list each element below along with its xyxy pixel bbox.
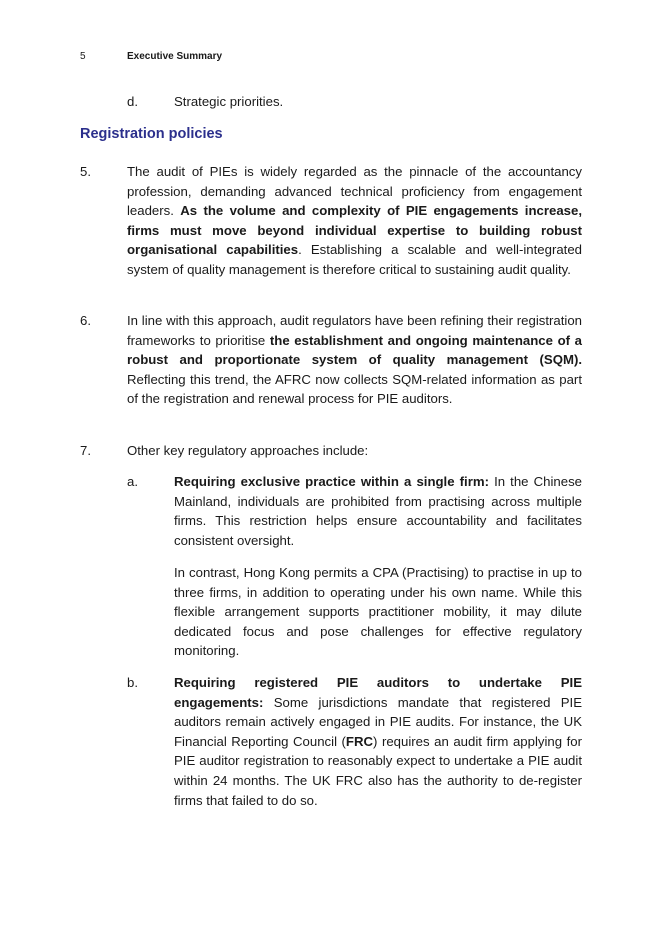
page-number: 5 <box>80 51 86 62</box>
item-marker: d. <box>127 94 138 109</box>
bold-run: the establishment and ongoing maintenance of a robust and proportionate system of quality management (SQM). <box>127 332 582 368</box>
paragraph-number: 7. <box>80 443 91 458</box>
paragraph-text <box>127 162 582 280</box>
sub-item-text <box>174 472 582 550</box>
text-run: ) requires an audit firm applying for PIE auditor registration to reasonably expect to undertake a PIE audit within 24 months. The UK FRC also has the authority to de-register firms that failed to do so. <box>174 733 582 808</box>
running-header: Executive Summary <box>127 51 223 62</box>
paragraph-text <box>127 311 582 409</box>
section-heading: Registration policies <box>80 126 223 142</box>
paragraph-text: Other key regulatory approaches include: <box>127 443 369 458</box>
bold-run: Requiring exclusive practice within a single firm: <box>174 474 489 489</box>
sub-item-marker: b. <box>127 675 138 690</box>
bold-run: FRC <box>345 733 374 749</box>
sub-item-marker: a. <box>127 474 138 489</box>
bold-run: Requiring registered PIE auditors to undertake PIE engagements: <box>174 675 582 710</box>
item-text: Strategic priorities. <box>174 94 284 109</box>
bold-run: As the volume and complexity of PIE engagements increase, firms must move beyond individual expertise to building robust organisational capabilities <box>127 203 582 258</box>
text-run: Reflecting this trend, the AFRC now collects SQM-related information as part of the registration and renewal process for PIE auditors. <box>127 371 582 407</box>
text-run: The audit of PIEs is widely regarded as the pinnacle of the accountancy profession, demanding advanced technical proficiency from engagement leaders. <box>127 164 582 219</box>
sub-item-text <box>174 673 582 810</box>
text-run: . Establishing a scalable and well-integrated system of quality management is therefore critical to sustaining audit quality. <box>127 242 583 277</box>
paragraph-number: 5. <box>80 164 91 179</box>
sub-item-text: In contrast, Hong Kong permits a CPA (Practising) to practise in up to three firms, in addition to operating under his own name. While this flexible arrangement supports practitioner mobility, it may dilute dedicated focus and pose challenges for effective regulatory monitoring. <box>174 565 582 659</box>
text-run: In the Chinese Mainland, individuals are prohibited from practising across multiple firms. This restriction helps ensure accountability and facilitates consistent oversight. <box>174 474 582 548</box>
text-run: Some jurisdictions mandate that registered PIE auditors remain actively engaged in PIE audits. For instance, the UK Financial Reporting Council ( <box>174 694 582 749</box>
text-run: In line with this approach, audit regulators have been refining their registration frameworks to prioritise <box>127 313 582 348</box>
paragraph-number: 6. <box>80 313 91 328</box>
